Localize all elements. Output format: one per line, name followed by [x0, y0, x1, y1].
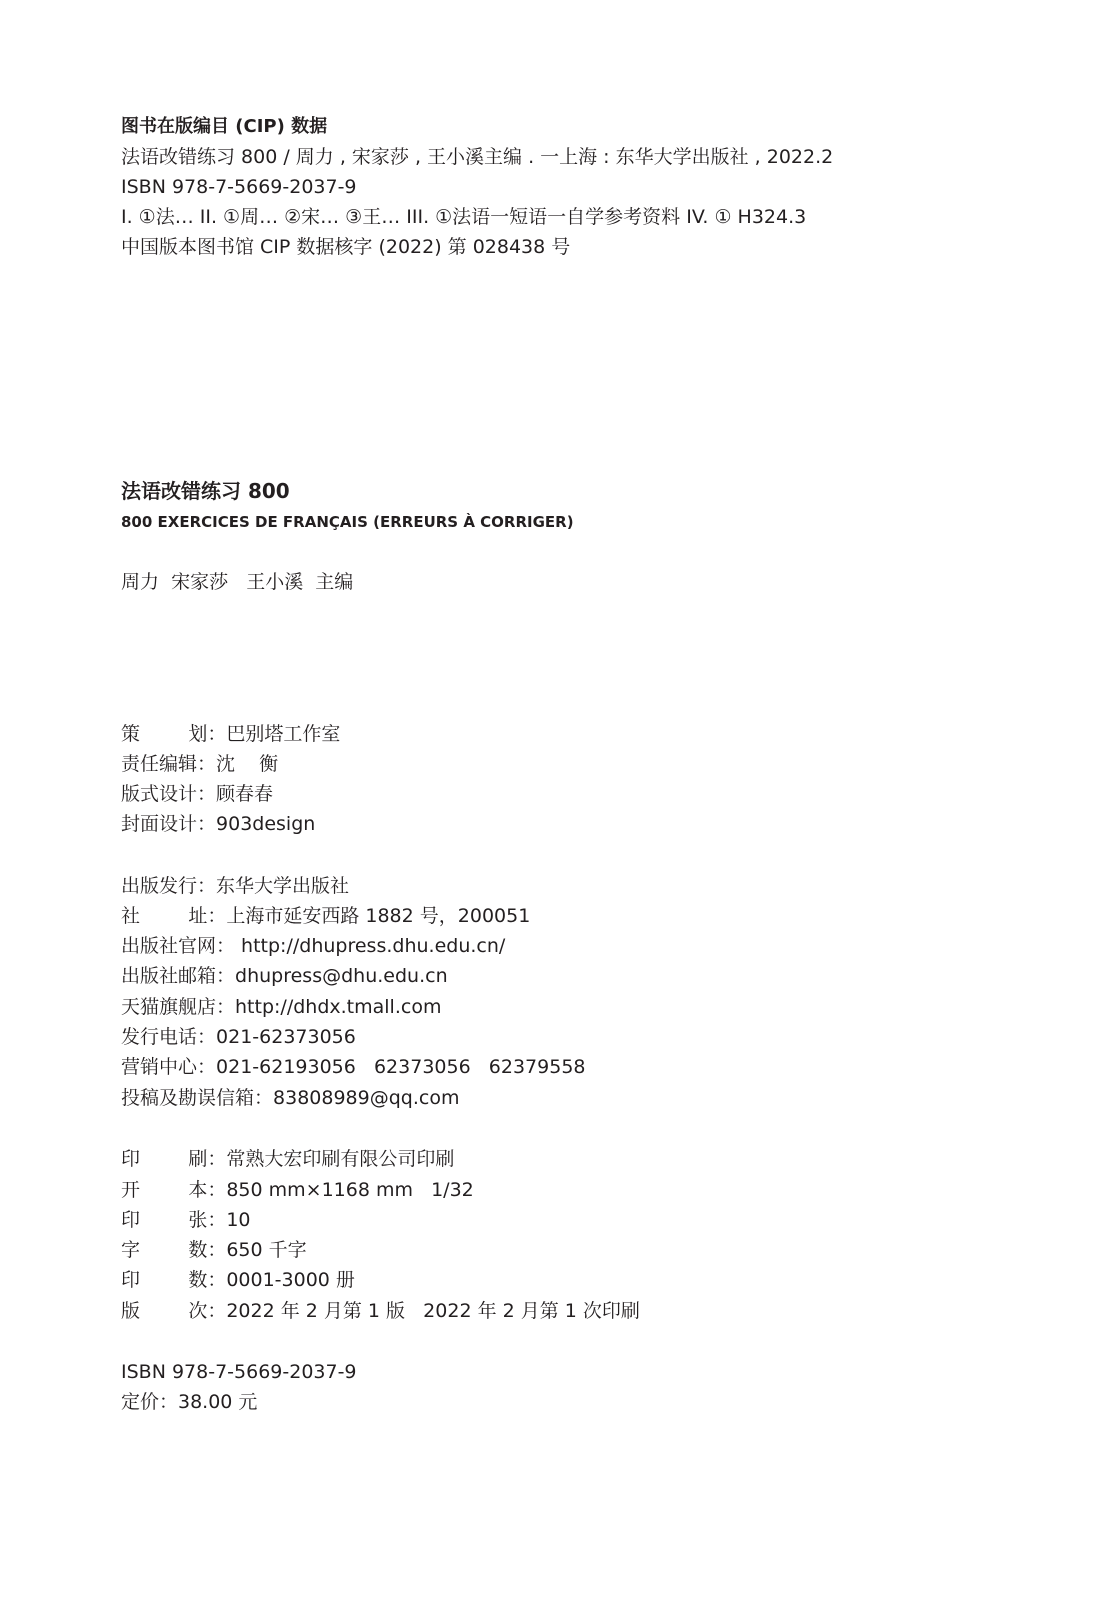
printing-value: 650 千字: [226, 1239, 307, 1261]
publisher-row-website: [121, 934, 505, 958]
publisher-value: http://dhupress.dhu.edu.cn/: [235, 935, 506, 957]
printing-row-printer: [121, 1147, 454, 1171]
publisher-label: 出版社官网：: [121, 935, 236, 957]
cip-line-record: 中国版本图书馆 CIP 数据核字 (2022) 第 028438 号: [121, 236, 571, 258]
book-title-fr: 800 EXERCICES DE FRANÇAIS (ERREURS À CORRIGER): [121, 513, 574, 531]
printing-label: 印 张：: [121, 1209, 227, 1231]
publisher-value: 上海市延安西路 1882 号，200051: [226, 905, 531, 927]
cip-line-title: 法语改错练习 800 / 周力 , 宋家莎 , 王小溪主编 . 一上海 : 东华大学出版社 , 2022.2: [121, 146, 834, 168]
publisher-value: 83808989@qq.com: [273, 1087, 460, 1109]
publisher-label: 出版社邮箱：: [121, 965, 236, 987]
printing-row-sheets: [121, 1208, 251, 1232]
footer-price: 定价：38.00 元: [121, 1391, 258, 1413]
book-editors: 周力 宋家莎 王小溪 主编: [121, 571, 354, 593]
publisher-value: http://dhdx.tmall.com: [235, 996, 442, 1018]
publisher-value: 东华大学出版社: [216, 875, 350, 897]
cip-line-classification: I. ①法… II. ①周… ②宋… ③王… III. ①法语一短语一自学参考资料 IV. ① H324.3: [121, 206, 807, 228]
staff-value: 903design: [216, 813, 316, 835]
publisher-row-submission: [121, 1086, 459, 1110]
staff-row-cover: [121, 812, 315, 836]
publisher-label: 营销中心：: [121, 1056, 217, 1078]
publisher-label: 天猫旗舰店：: [121, 996, 236, 1018]
publisher-row-phone: [121, 1025, 356, 1049]
printing-label: 开 本：: [121, 1179, 227, 1201]
publisher-row-marketing: [121, 1055, 586, 1079]
printing-row-format: [121, 1178, 474, 1202]
publisher-value: 021-62193056 62373056 62379558: [216, 1056, 586, 1078]
printing-row-edition: [121, 1299, 640, 1323]
publisher-row-store: [121, 995, 441, 1019]
printing-label: 字 数：: [121, 1239, 227, 1261]
printing-value: 0001-3000 册: [226, 1269, 355, 1291]
footer-isbn: ISBN 978-7-5669-2037-9: [121, 1361, 357, 1383]
printing-row-copies: [121, 1268, 355, 1292]
staff-value: 顾春春: [216, 783, 274, 805]
staff-label: 策 划：: [121, 723, 227, 745]
printing-label: 印 刷：: [121, 1148, 227, 1170]
cip-line-isbn: ISBN 978-7-5669-2037-9: [121, 176, 357, 198]
staff-value: 巴别塔工作室: [226, 723, 341, 745]
staff-row-planning: [121, 722, 340, 746]
cip-heading: 图书在版编目 (CIP) 数据: [121, 116, 328, 137]
staff-label: 责任编辑：: [121, 753, 217, 775]
printing-label: 版 次：: [121, 1300, 227, 1322]
publisher-row-address: [121, 904, 530, 928]
staff-row-layout: [121, 782, 273, 806]
publisher-row-issuer: [121, 874, 349, 898]
publisher-label: 出版发行：: [121, 875, 217, 897]
publisher-row-email: [121, 964, 448, 988]
publisher-label: 发行电话：: [121, 1026, 217, 1048]
printing-row-wordcount: [121, 1238, 307, 1262]
staff-row-editor: [121, 752, 278, 776]
staff-label: 封面设计：: [121, 813, 217, 835]
publisher-label: 社 址：: [121, 905, 227, 927]
publisher-label: 投稿及勘误信箱：: [121, 1087, 274, 1109]
printing-value: 常熟大宏印刷有限公司印刷: [226, 1148, 455, 1170]
printing-value: 850 mm×1168 mm 1/32: [226, 1179, 474, 1201]
staff-value: 沈 衡: [216, 753, 279, 775]
staff-label: 版式设计：: [121, 783, 217, 805]
publisher-value: 021-62373056: [216, 1026, 356, 1048]
printing-value: 10: [226, 1209, 251, 1231]
publisher-value: dhupress@dhu.edu.cn: [235, 965, 448, 987]
printing-label: 印 数：: [121, 1269, 227, 1291]
printing-value: 2022 年 2 月第 1 版 2022 年 2 月第 1 次印刷: [226, 1300, 640, 1322]
book-title-cn: 法语改错练习 800: [121, 479, 290, 503]
